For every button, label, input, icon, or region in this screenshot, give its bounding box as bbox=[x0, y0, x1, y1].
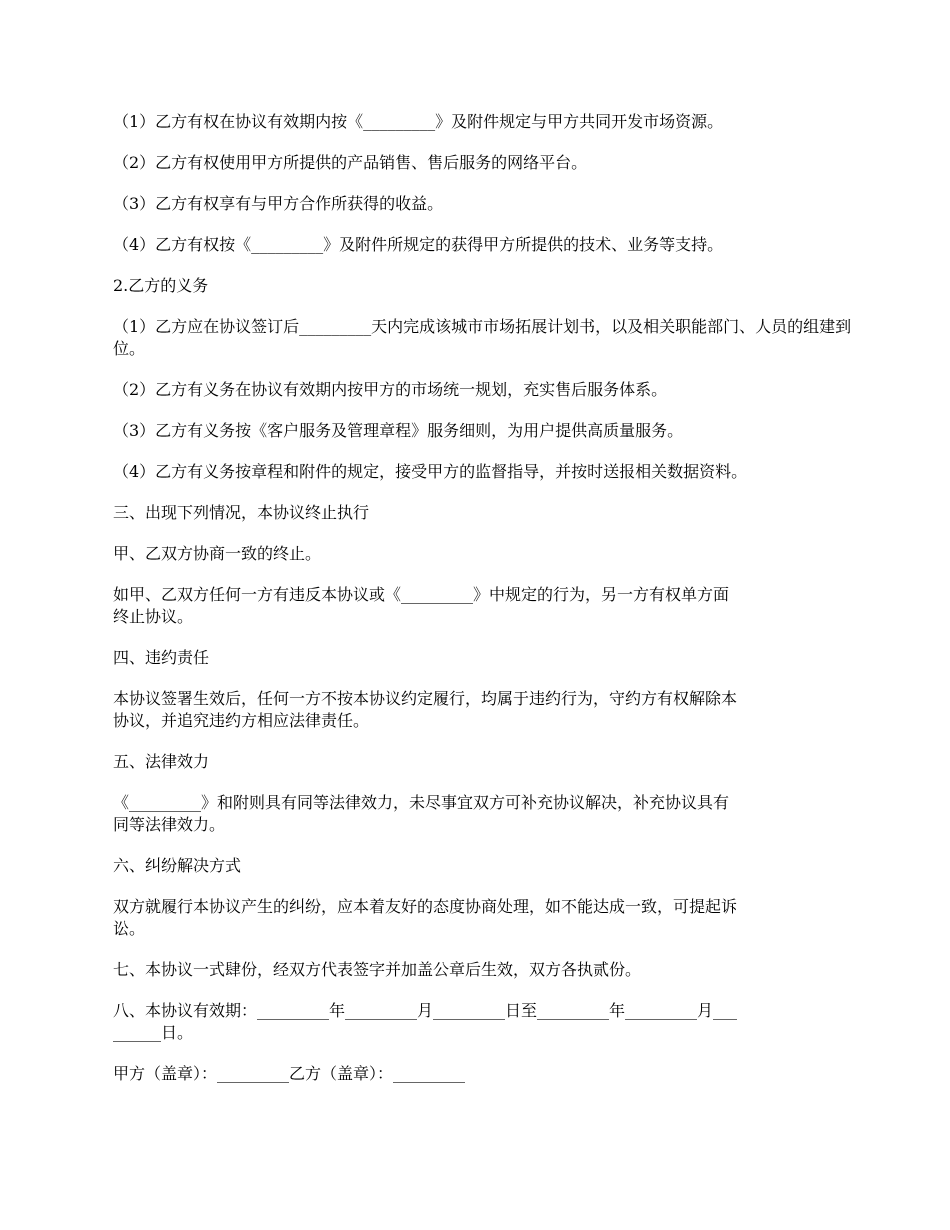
section-heading-termination: 三、出现下列情况，本协议终止执行 bbox=[113, 503, 370, 522]
clause-right-3: （3）乙方有权享有与甲方合作所获得的收益。 bbox=[113, 194, 444, 213]
section-heading-legal-effect: 五、法律效力 bbox=[113, 752, 210, 771]
section-heading-liability: 四、违约责任 bbox=[113, 648, 210, 667]
termination-item-1: 甲、乙双方协商一致的终止。 bbox=[113, 544, 322, 563]
dispute-text: 双方就履行本协议产生的纠纷，应本着友好的态度协商处理，如不能达成一致，可提起诉 讼。 bbox=[113, 897, 738, 938]
legal-effect-text: 《_________》和附则具有同等法律效力，未尽事宜双方可补充协议解决，补充协议具有 同等法律效力。 bbox=[113, 793, 730, 834]
liability-text: 本协议签署生效后，任何一方不按本协议约定履行，均属于违约行为，守约方有权解除本 协议，并追究违约方相应法律责任。 bbox=[113, 689, 738, 730]
clause-obligation-2: （2）乙方有义务在协议有效期内按甲方的市场统一规划，充实售后服务体系。 bbox=[113, 380, 668, 399]
clause-right-4: （4）乙方有权按《_________》及附件所规定的获得甲方所提供的技术、业务等支持。 bbox=[113, 235, 724, 254]
clause-right-1: （1）乙方有权在协议有效期内按《_________》及附件规定与甲方共同开发市场资源。 bbox=[113, 112, 724, 131]
clause-right-2: （2）乙方有权使用甲方所提供的产品销售、售后服务的网络平台。 bbox=[113, 153, 588, 172]
termination-item-2: 如甲、乙双方任何一方有违反本协议或《_________》中规定的行为，另一方有权单方面 终止协议。 bbox=[113, 585, 730, 626]
clause-obligation-3: （3）乙方有义务按《客户服务及管理章程》服务细则，为用户提供高质量服务。 bbox=[113, 421, 684, 440]
clause-obligation-1: （1）乙方应在协议签订后_________天内完成该城市市场拓展计划书，以及相关职能部门、人员的组建到位。 bbox=[113, 317, 852, 358]
validity-period-clause: 八、本协议有效期：_________年_________月_________日至_________年_________月___ ______日。 bbox=[113, 1001, 738, 1042]
section-heading-dispute: 六、纠纷解决方式 bbox=[113, 856, 242, 875]
copies-clause: 七、本协议一式肆份，经双方代表签字并加盖公章后生效，双方各执贰份。 bbox=[113, 960, 642, 979]
document-page bbox=[113, 111, 853, 1104]
clause-obligation-4: （4）乙方有义务按章程和附件的规定，接受甲方的监督指导，并按时送报相关数据资料。 bbox=[113, 462, 748, 481]
signature-line: 甲方（盖章）：_________乙方（盖章）：_________ bbox=[113, 1064, 466, 1083]
section-heading-obligations: 2.乙方的义务 bbox=[113, 276, 209, 295]
